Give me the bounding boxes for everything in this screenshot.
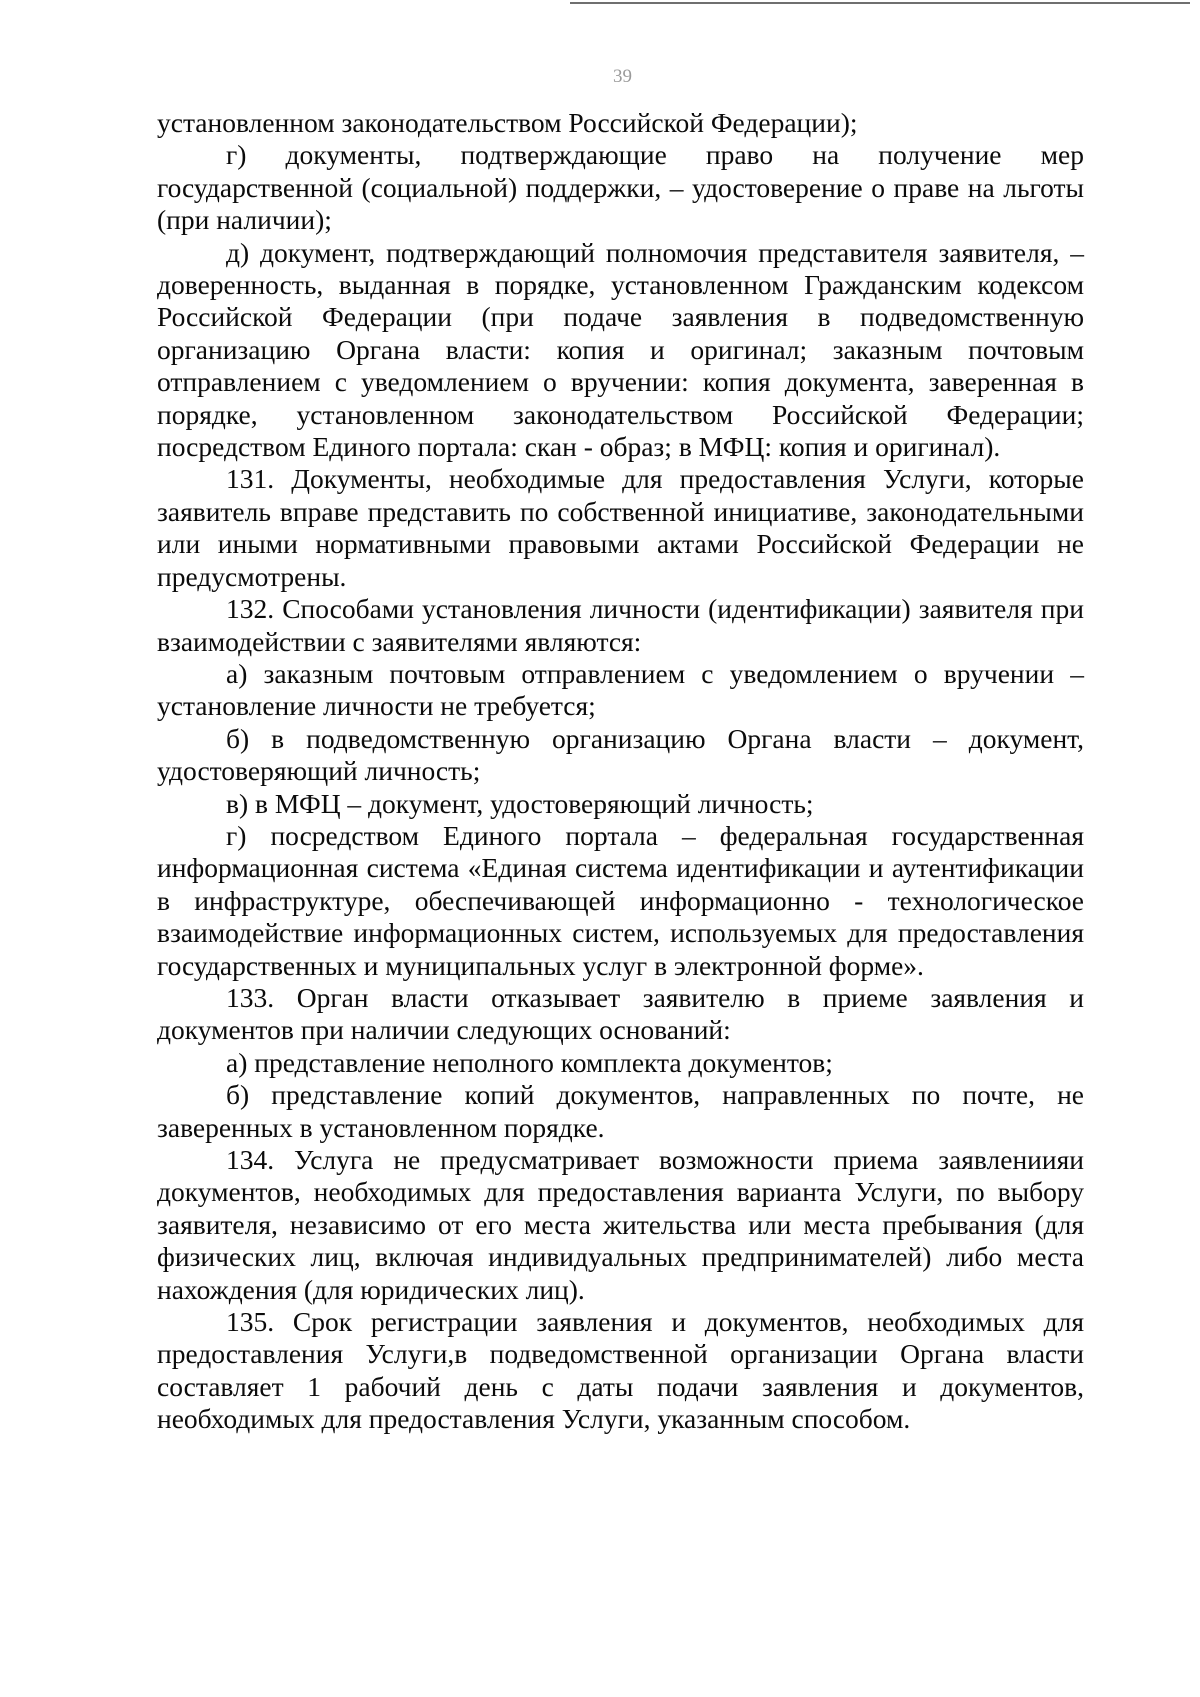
paragraph-continuation: установленном законодательством Российской Федерации); — [157, 107, 858, 138]
paragraph-132-g: г) посредством Единого портала – федеральная государственная информационная система «Единая система идентификации и аутентификации в инфраструктуре, обеспечивающей информационно - технологическое взаимодействие информационных систем, используемых для предоставления государственных и муниципальных услуг в электронной форме». — [157, 819, 1084, 981]
top-border-line — [570, 2, 1190, 4]
paragraph-item-d-authority: д) документ, подтверждающий полномочия представителя заявителя, – доверенность, выданная в порядке, установленном Гражданским кодексом Российской Федерации (при подаче заявления в подведомственную организацию Органа власти: копия и оригинал; заказным почтовым отправлением с уведомлением о вручении: копия документа, заверенная в порядке, установленном законодательством Российской Федерации; посредством Единого портала: скан - образ; в МФЦ: копия и оригинал). — [157, 236, 1084, 463]
paragraph-133-b: б) представление копий документов, направленных по почте, не заверенных в установленном порядке. — [157, 1079, 1084, 1143]
paragraph-134: 134. Услуга не предусматривает возможности приема заявлениияи документов, необходимых для предоставления варианта Услуги, по выбору заявителя, независимо от его места жительства или места пребывания (для физических лиц, включая индивидуальных предпринимателей) либо места нахождения (для юридических лиц). — [157, 1144, 1084, 1305]
paragraph-132-v: в) в МФЦ – документ, удостоверяющий личность; — [226, 787, 814, 819]
paragraph-132-b: б) в подведомственную организацию Органа власти – документ, удостоверяющий личность; — [157, 722, 1084, 787]
page-number: 39 — [613, 66, 632, 87]
paragraph-131: 131. Документы, необходимые для предоставления Услуги, которые заявитель вправе представить по собственной инициативе, законодательными или иными нормативными правовыми актами Российской Федерации не предусмотрены. — [157, 463, 1084, 592]
paragraph-132: 132. Способами установления личности (идентификации) заявителя при взаимодействии с заявителями являются: — [157, 593, 1084, 657]
paragraph-135: 135. Срок регистрации заявления и документов, необходимых для предоставления Услуги,в подведомственной организации Органа власти составляет 1 рабочий день с даты подачи заявления и документов, необходимых для предоставления Услуги, указанным способом. — [157, 1306, 1084, 1435]
paragraph-item-g-benefits: г) документы, подтверждающие право на получение мер государственной (социальной) поддержки, – удостоверение о праве на льготы (при наличии); — [157, 139, 1084, 236]
paragraph-133: 133. Орган власти отказывает заявителю в приеме заявления и документов при наличии следующих оснований: — [157, 981, 1084, 1046]
document-body — [157, 107, 1084, 1436]
paragraph-132-a: а) заказным почтовым отправлением с уведомлением о вручении – установление личности не требуется; — [157, 657, 1084, 722]
paragraph-133-a: а) представление неполного комплекта документов; — [226, 1046, 833, 1078]
